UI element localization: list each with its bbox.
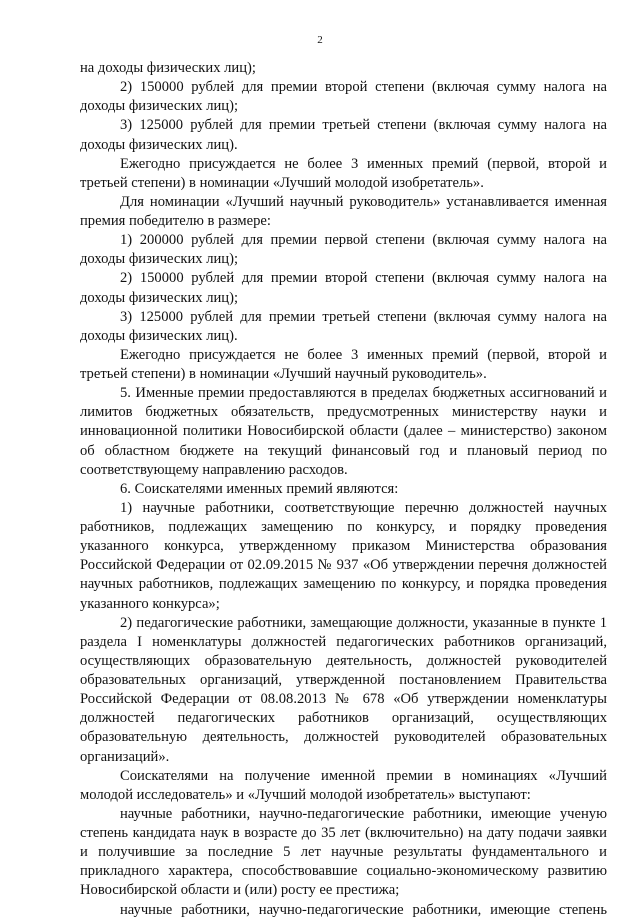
paragraph-continuation: на доходы физических лиц); <box>80 60 256 76</box>
paragraph-section-6: 6. Соискателями именных премий являются: <box>120 480 399 497</box>
page-number: 2 <box>317 34 323 46</box>
paragraph-section-5: 5. Именные премии предоставляются в пределах бюджетных ассигнований и лимитов бюджетных обязательств, предусмотренных министерству науки и инновационной политики Новосибирской области (далее – министерство) законом об областном бюджете на текущий финансовый год и плановый период по соответствующему направлению расходов. <box>80 385 607 478</box>
paragraph-supervisor-limit: Ежегодно присуждается не более 3 именных премий (первой, второй и третьей степени) в номинации «Лучший научный руководитель». <box>80 346 607 382</box>
paragraph-supervisor-third-degree: 3) 125000 рублей для премии третьей степени (включая сумму налога на доходы физических лиц). <box>80 308 607 344</box>
paragraph-pedagogical-workers: 2) педагогические работники, замещающие должности, указанные в пункте 1 раздела I номенклатуры должностей педагогических работников организаций, осуществляющих образовательную деятельность, должностей руководителей образовательных организаций, утвержденной постановлением Правительства Российской Федерации от 08.08.2013 № 678 «Об утверждении номенклатуры должностей педагогических работников организаций, осуществляющих образовательную деятельность, должностей руководителей образовательных организаций». <box>80 614 607 765</box>
paragraph-young-nominations-applicants: Соискателями на получение именной премии в номинациях «Лучший молодой исследователь» и «Лучший молодой изобретатель» выступают: <box>80 767 607 803</box>
paragraph-supervisor-first-degree: 1) 200000 рублей для премии первой степени (включая сумму налога на доходы физических лиц); <box>80 232 607 268</box>
paragraph-prize-second-degree: 2) 150000 рублей для премии второй степени (включая сумму налога на доходы физических лиц); <box>80 79 607 115</box>
paragraph-scientific-supervisor-nomination: Для номинации «Лучший научный руководитель» устанавливается именная премия победителю в размере: <box>80 193 607 229</box>
paragraph-degree-workers-continued: научные работники, научно-педагогические работники, имеющие степень <box>120 901 607 918</box>
paragraph-supervisor-second-degree: 2) 150000 рублей для премии второй степени (включая сумму налога на доходы физических лиц); <box>80 270 607 306</box>
paragraph-prize-third-degree: 3) 125000 рублей для премии третьей степени (включая сумму налога на доходы физических лиц). <box>80 117 607 153</box>
paragraph-candidate-degree-workers: научные работники, научно-педагогические работники, имеющие ученую степень кандидата наук в возрасте до 35 лет (включительно) на дату подачи заявки и получившие за последние 5 лет научные результаты фундаментального и прикладного характера, способствовавшие социально-экономическому развитию Новосибирской области и (или) росту ее престижа; <box>80 805 607 899</box>
paragraph-scientific-workers: 1) научные работники, соответствующие перечню должностей научных работников, подлежащих замещению по конкурсу, и порядку проведения указанного конкурса, утвержденному приказом Министерства образования Российской Федерации от 02.09.2015 № 937 «Об утверждении перечня должностей научных работников, подлежащих замещению по конкурсу, и порядка проведения указанного конкурса»; <box>80 499 607 612</box>
document-body <box>80 59 607 920</box>
paragraph-young-inventor-limit: Ежегодно присуждается не более 3 именных премий (первой, второй и третьей степени) в номинации «Лучший молодой изобретатель». <box>80 155 607 191</box>
